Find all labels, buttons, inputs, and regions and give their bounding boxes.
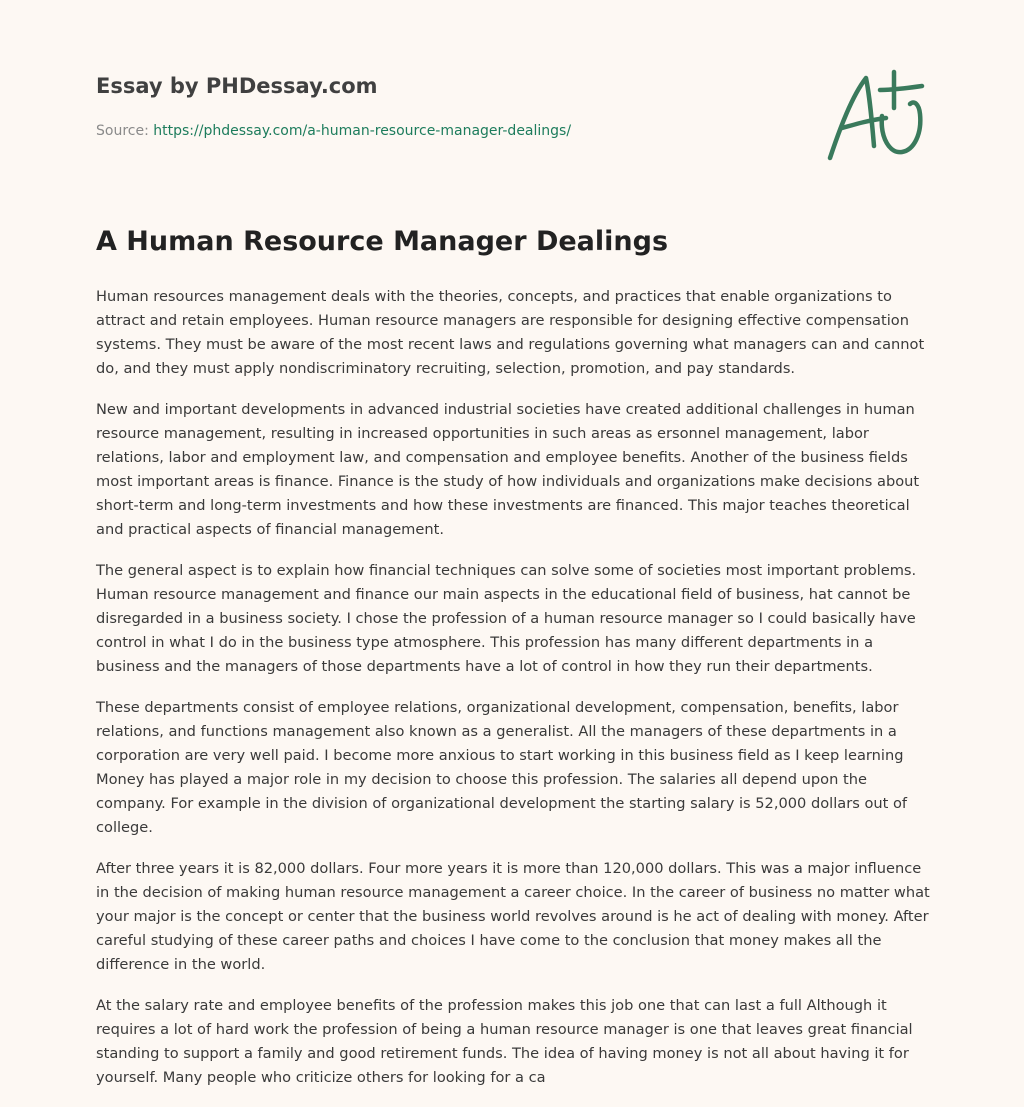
- paragraph: New and important developments in advanced industrial societies have created additional challenges in human resource management, resulting in increased opportunities in such areas as ersonnel management, labor relations, labor and employment law, and compensation and employee benefits. Another of the business fields most important areas is finance. Finance is the study of how individuals and organizations make decisions about short-term and long-term investments and how these investments are financed. This major teaches theoretical and practical aspects of financial management.: [96, 401, 920, 538]
- paragraph: At the salary rate and employee benefits of the profession makes this job one that can last a full Although it requires a lot of hard work the profession of being a human resource manager is one that leaves great financial standing to support a family and good retirement funds. The idea of having money is not all about having it for yourself. Many people who criticize others for looking for a ca: [96, 997, 913, 1086]
- article-body: [96, 285, 932, 1107]
- site-brand: Essay by PHDessay.com: [96, 74, 378, 98]
- paragraph: After three years it is 82,000 dollars. Four more years it is more than 120,000 dollars. This was a major influence in the decision of making human resource management a career choice. In the career of business no matter what your major is the concept or center that the business world revolves around is he act of dealing with money. After careful studying of these career paths and choices I have come to the conclusion that money makes all the difference in the world.: [96, 860, 930, 973]
- source-link[interactable]: https://phdessay.com/a-human-resource-manager-dealings/: [153, 123, 572, 139]
- paragraph: The general aspect is to explain how financial techniques can solve some of societies most important problems. Human resource management and finance our main aspects in the educational field of business, hat cannot be disregarded in a business society. I chose the profession of a human resource manager so I could basically have control in what I do in the business type atmosphere. This profession has many different departments in a business and the managers of those departments have a lot of control in how they run their departments.: [96, 562, 917, 675]
- source-line: [96, 123, 796, 139]
- page-header: [96, 74, 796, 139]
- paragraph: These departments consist of employee relations, organizational development, compensation, benefits, labor relations, and functions management also known as a generalist. All the managers of these departments in a corporation are very well paid. I become more anxious to start working in this business field as I keep learning Money has played a major role in my decision to choose this profession. The salaries all depend upon the company. For example in the division of organizational development the starting salary is 52,000 dollars out of college.: [96, 699, 908, 836]
- source-label: Source:: [96, 123, 149, 139]
- paragraph: Human resources management deals with the theories, concepts, and practices that enable organizations to attract and retain employees. Human resource managers are responsible for designing effective compensation systems. They must be aware of the most recent laws and regulations governing what managers can and cannot do, and they must apply nondiscriminatory recruiting, selection, promotion, and pay standards.: [96, 288, 925, 377]
- a-plus-logo-icon: [822, 68, 932, 164]
- article-title: A Human Resource Manager Dealings: [96, 226, 669, 257]
